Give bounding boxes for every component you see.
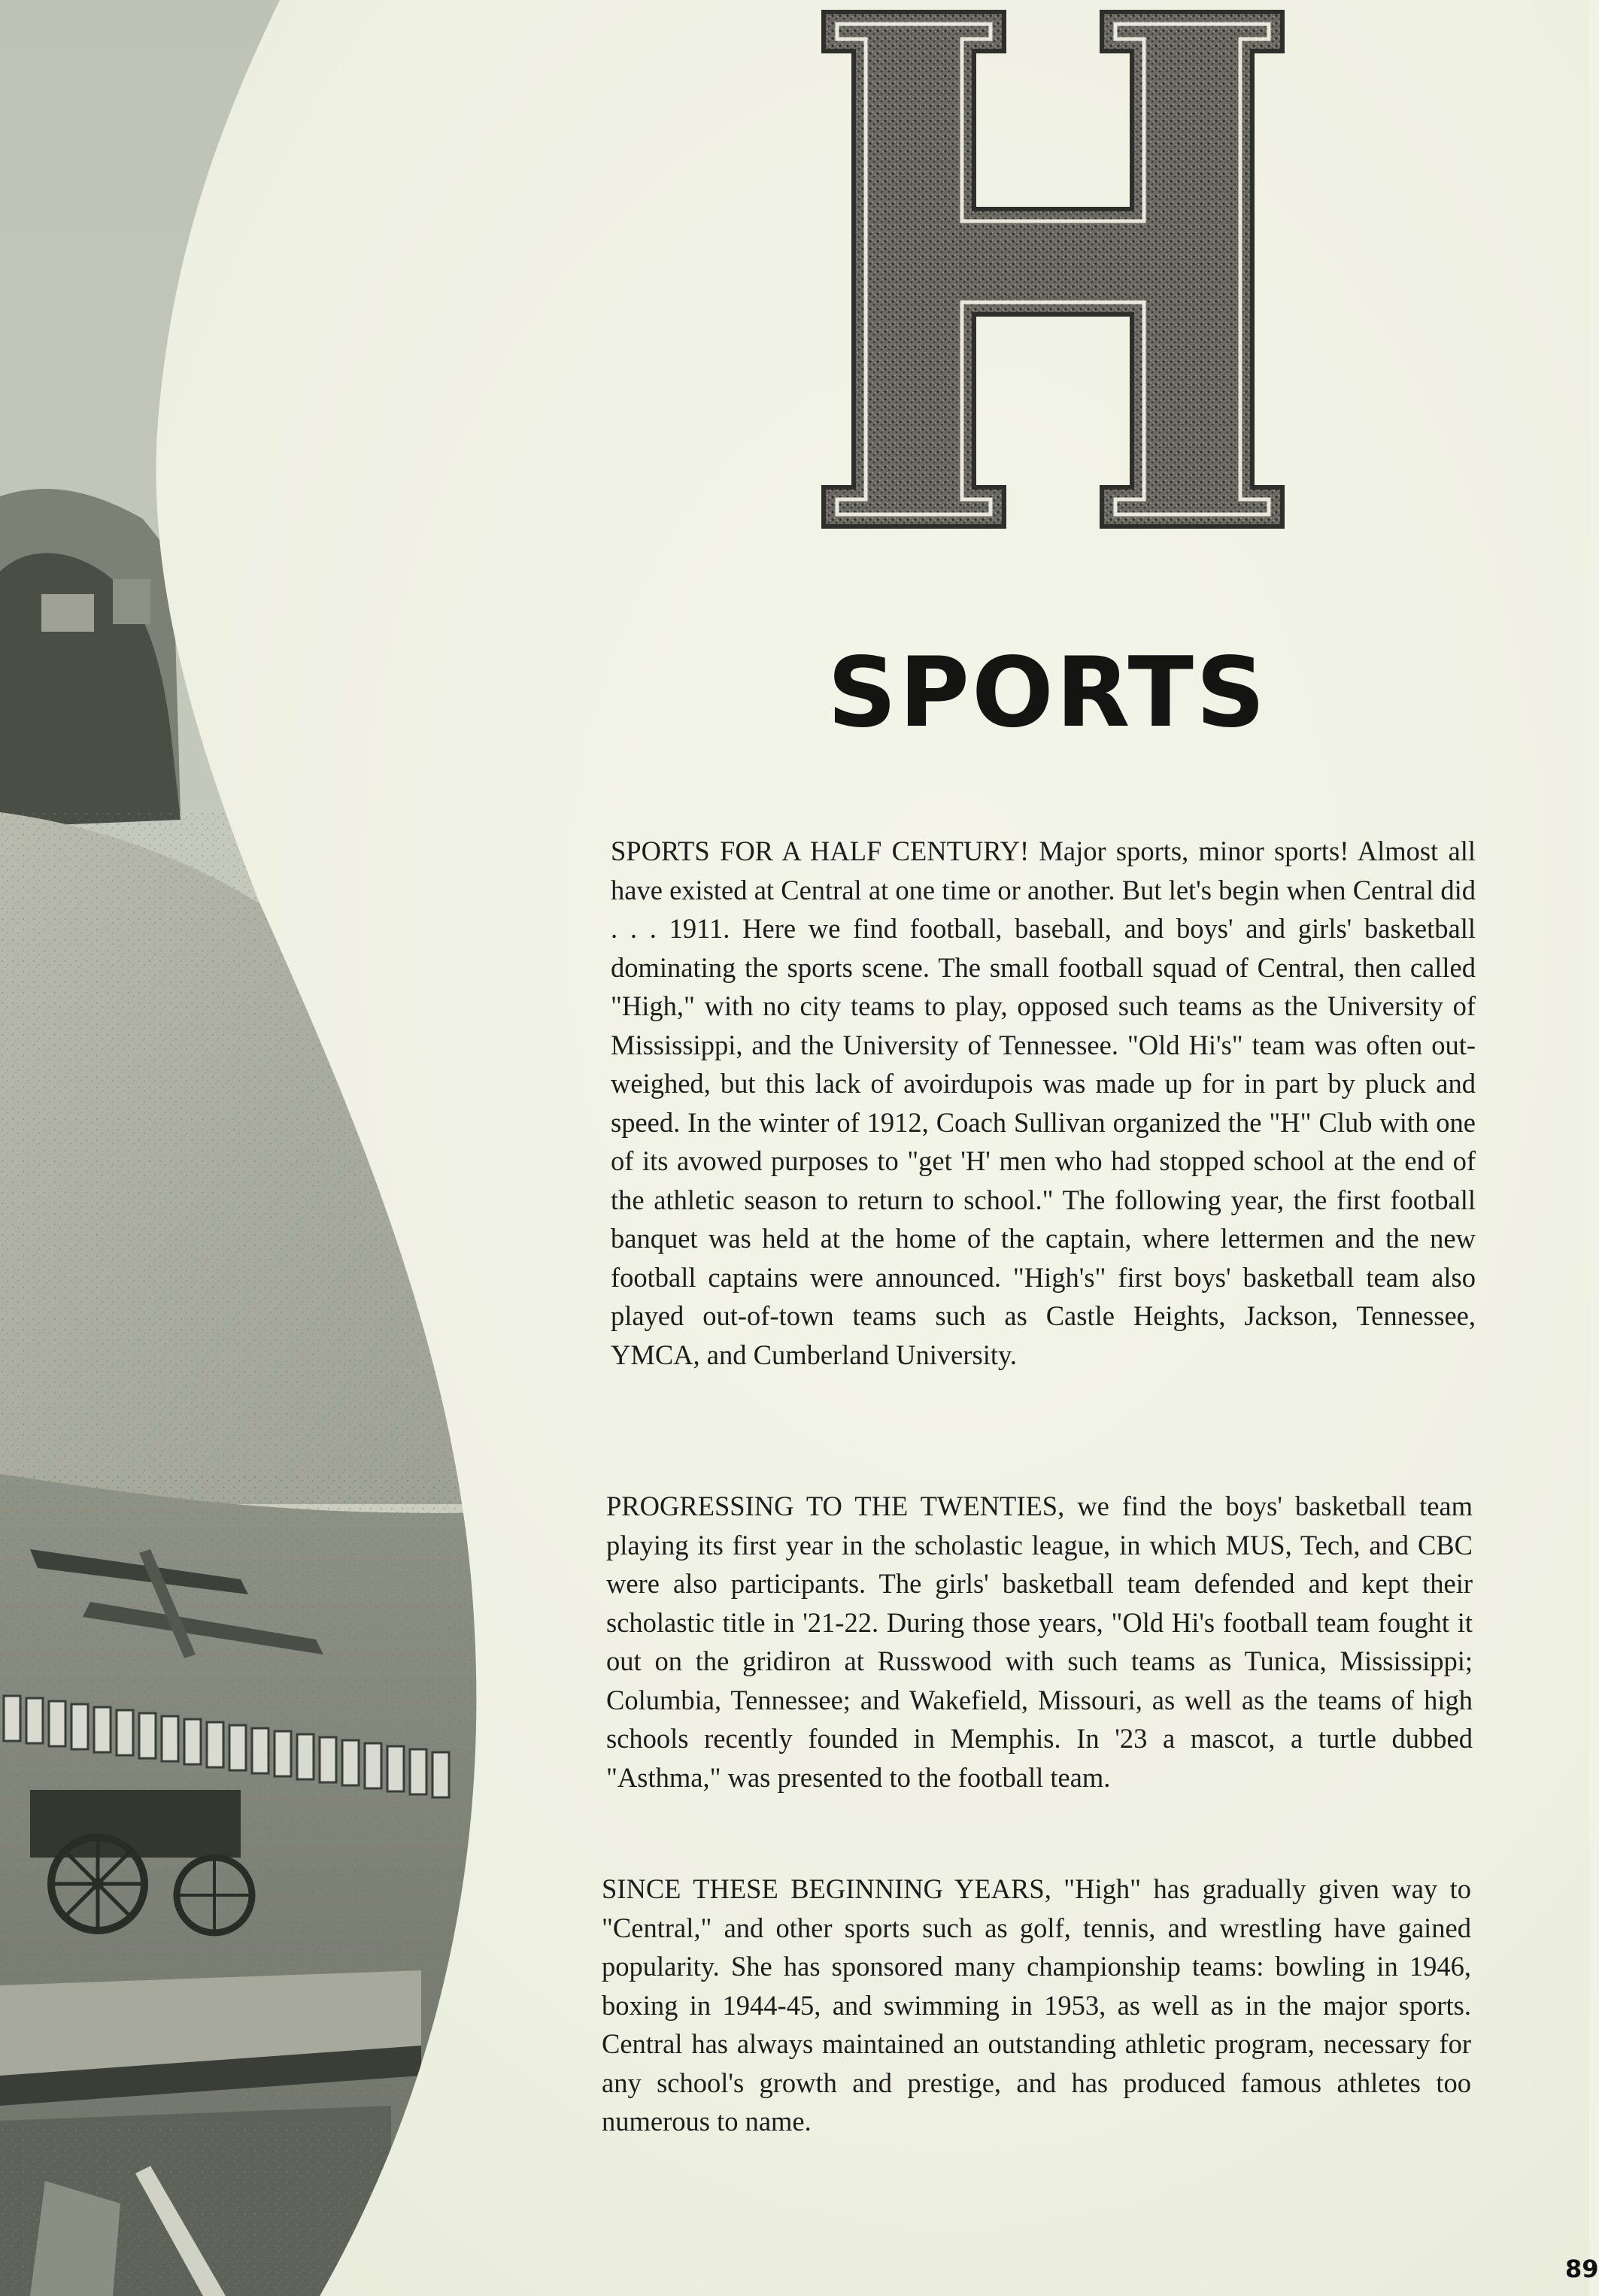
paragraph-beginning-years: SINCE THESE BEGINNING YEARS, "High" has gradually given way to "Central," and other sports such as golf, tennis, and wrestling have gained popularity. She has sponsored many championship teams: bowling in 1946, boxing in 1944-45, and swimming in 1953, as well as in the major sports. Central has always maintained an outstanding athletic program, necessary for any school's growth and prestige, and has produced famous athletes too numerous to name. (602, 1873, 1471, 2137)
page-number: 89 (1565, 2255, 1599, 2283)
paragraph-half-century: SPORTS FOR A HALF CENTURY! Major sports, minor sports! Almost all have existed at Central at one time or another. But let's begin when Central did . . . 1911. Here we find football, baseball, and boys' and girls' basketball dominating the sports scene. The small football squad of Central, then called "High," with no city teams to play, opposed such teams as the University of Mississippi, and the University of Tennessee. "Old Hi's" team was often out-weighed, but this lack of avoirdupois was made up for in part by pluck and speed. In the winter of 1912, Coach Sullivan organized the "H" Club with one of its avowed purposes to "get 'H' men who had stopped school at the end of the athletic season to return to school." The following year, the first football banquet was held at the home of the captain, where lettermen and the new football captains were announced. "High's" first boys' basketball team also played out-of-town teams such as Castle Heights, Jackson, Tennessee, YMCA, and Cumberland University. (611, 836, 1476, 1370)
paragraph-twenties: PROGRESSING TO THE TWENTIES, we find the boys' basketball team playing its first year in the scholastic league, in which MUS, Tech, and CBC were also participants. The girls' basketball team defended and kept their scholastic title in '21-22. During those years, "Old Hi's football team fought it out on the gridiron at Russwood with such teams as Tunica, Mississippi; Columbia, Tennessee; and Wakefield, Missouri, as well as the teams of high schools recently founded in Memphis. In '23 a mascot, a turtle dubbed "Asthma," was presented to the football team. (606, 1491, 1473, 1793)
letter-h-emblem (816, 6, 1290, 532)
page-title: SPORTS (827, 637, 1268, 749)
